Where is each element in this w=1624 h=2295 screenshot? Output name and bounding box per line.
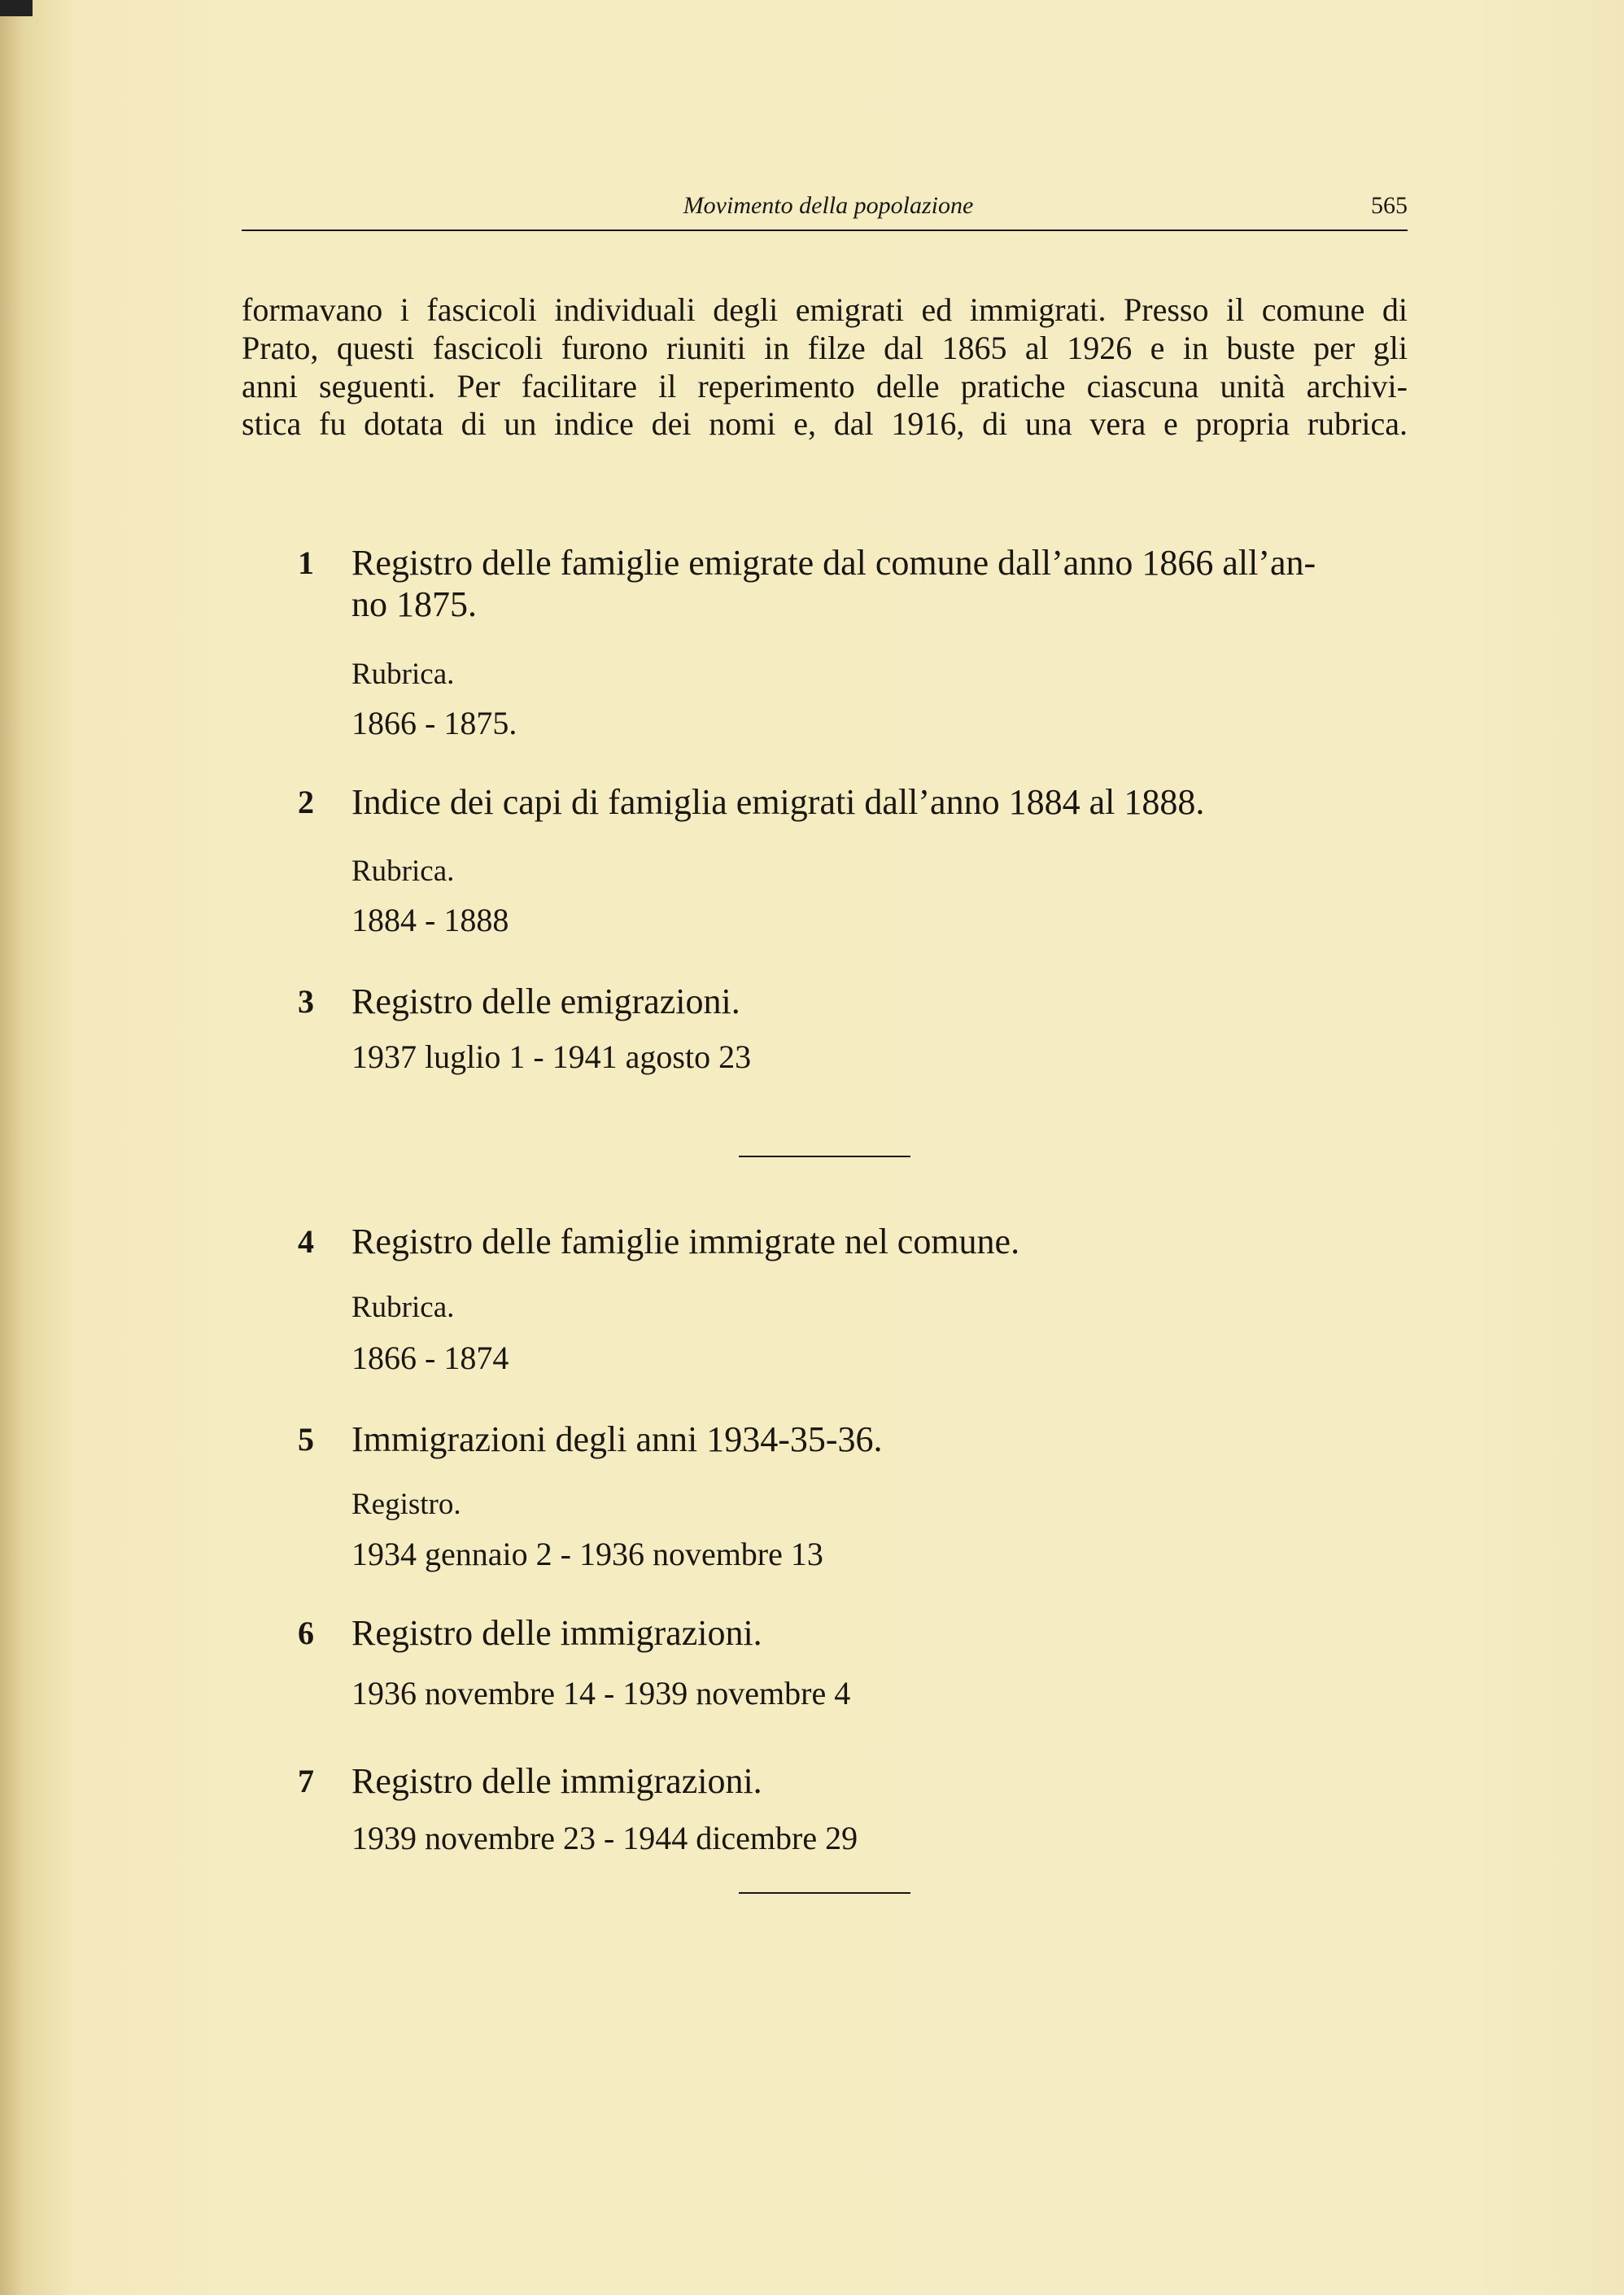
entry-type: Rubrica. <box>351 1291 455 1324</box>
entry-type: Rubrica. <box>351 658 455 691</box>
intro-line: formavano i fascicoli individuali degli emigrati ed immigrati. Presso il comune di <box>242 291 1408 328</box>
entry-number: 7 <box>298 1763 314 1799</box>
entry-type: Registro. <box>351 1488 461 1521</box>
entry-title: Registro delle famiglie emigrate dal comune dall’anno 1866 all’an- <box>351 543 1316 583</box>
entry-dates: 1939 novembre 23 - 1944 dicembre 29 <box>351 1820 858 1856</box>
page-number: 565 <box>1371 192 1408 219</box>
entry-number: 2 <box>298 784 314 820</box>
entry-dates: 1866 - 1874 <box>351 1340 509 1376</box>
entry-number: 4 <box>298 1223 314 1260</box>
entry-title: Registro delle famiglie immigrate nel comune. <box>351 1222 1020 1261</box>
section-separator <box>739 1892 910 1894</box>
entry-dates: 1937 luglio 1 - 1941 agosto 23 <box>351 1038 752 1075</box>
intro-line: Prato, questi fascicoli furono riuniti in filze dal 1865 al 1926 e in buste per gli <box>242 330 1408 366</box>
entry-number: 5 <box>298 1421 314 1458</box>
entry-dates: 1884 - 1888 <box>351 902 509 938</box>
entry-dates: 1934 gennaio 2 - 1936 novembre 13 <box>351 1536 823 1572</box>
entry-title: Immigrazioni degli anni 1934-35-36. <box>351 1419 883 1459</box>
entry-title: no 1875. <box>351 584 477 624</box>
entry-dates: 1936 novembre 14 - 1939 novembre 4 <box>351 1675 851 1711</box>
header-rule <box>242 230 1408 231</box>
intro-line: anni seguenti. Per facilitare il reperimento delle pratiche ciascuna unità archivi- <box>242 368 1408 404</box>
entry-number: 1 <box>298 544 314 581</box>
entry-title: Indice dei capi di famiglia emigrati dall’anno 1884 al 1888. <box>351 782 1205 822</box>
section-separator <box>739 1156 910 1157</box>
entry-type: Rubrica. <box>351 855 455 888</box>
entry-title: Registro delle immigrazioni. <box>351 1613 762 1653</box>
entry-title: Registro delle immigrazioni. <box>351 1761 762 1801</box>
scan-edge <box>0 0 33 16</box>
intro-line: stica fu dotata di un indice dei nomi e, dal 1916, di una vera e propria rubrica. <box>242 405 1408 442</box>
entry-dates: 1866 - 1875. <box>351 705 517 741</box>
entry-number: 6 <box>298 1615 314 1651</box>
entry-number: 3 <box>298 983 314 1020</box>
entry-title: Registro delle emigrazioni. <box>351 981 740 1021</box>
running-header-title: Movimento della popolazione <box>683 192 974 219</box>
